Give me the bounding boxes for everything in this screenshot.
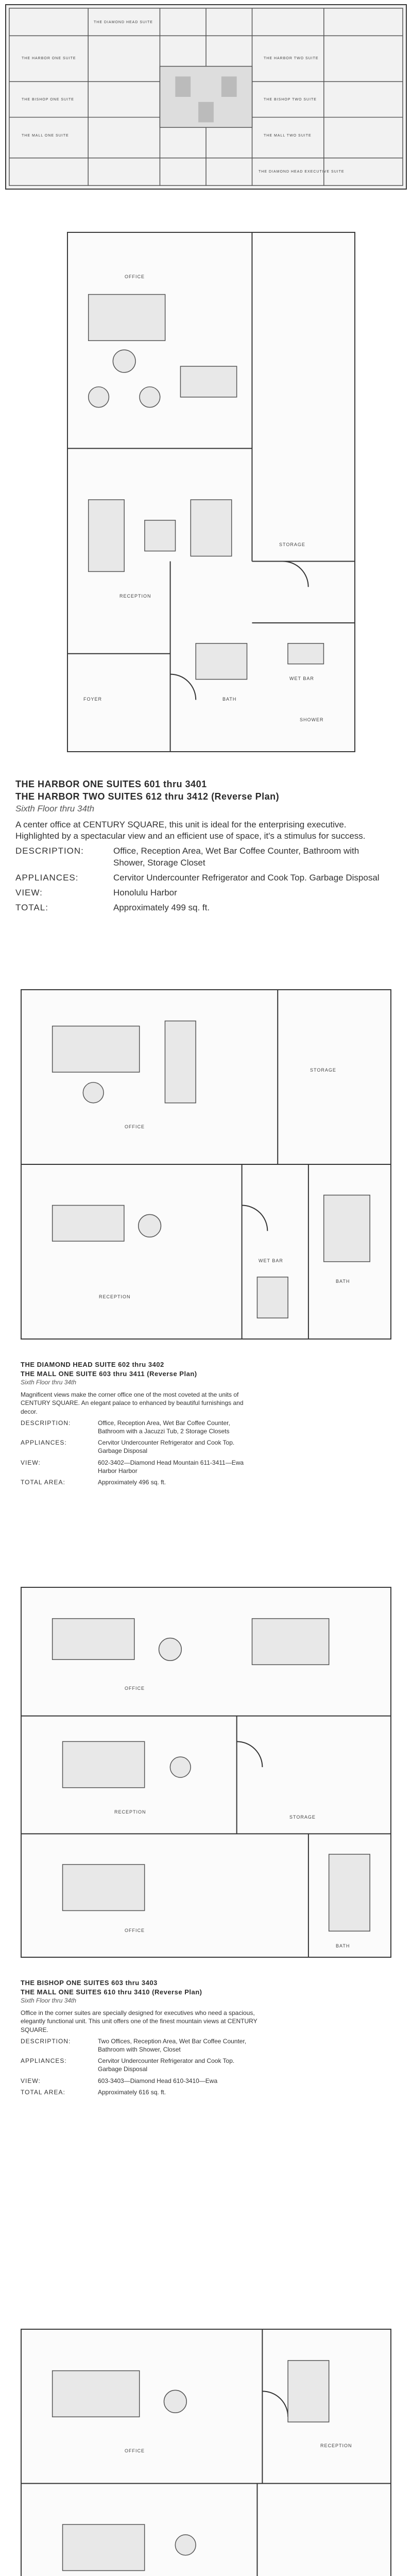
harbor-room-wet-bar: WET BAR [289,676,314,681]
dh-room-wet-bar: WET BAR [259,1258,283,1263]
b2-room-office: OFFICE [125,2448,145,2453]
diamond-head-suite-drawing [22,990,390,1338]
harbor-room-storage: STORAGE [279,542,305,547]
spec-key: DESCRIPTION: [21,2037,71,2045]
dh-room-storage: STORAGE [310,1067,336,1073]
spec-key: TOTAL AREA: [21,1478,65,1486]
suite-title-line: THE HARBOR ONE SUITES 601 thru 3401 [15,779,207,789]
spec-key: APPLIANCES: [15,873,79,883]
spec-value: Approximately 499 sq. ft. [113,903,210,913]
b1-room-reception: RECEPTION [114,1809,146,1815]
overview-label-3: THE BISHOP ONE SUITE [22,98,74,101]
dh-room-office: OFFICE [125,1124,145,1129]
suite-title-line: THE MALL ONE SUITE 603 thru 3411 (Reverse Plan) [21,1369,197,1378]
b1-room-bath: BATH [336,1943,350,1948]
suite-description: Office in the corner suites are specially designed for executives who need a spacious, elegantly functional unit. This unit offers one of the finest mountain views at CENTURY SQUARE. [21,2009,258,2033]
overview-label-1: THE HARBOR ONE SUITE [22,57,76,60]
suite-floor: Sixth Floor thru 34th [21,1379,77,1386]
spec-key: DESCRIPTION: [15,846,84,856]
dh-room-reception: RECEPTION [99,1294,131,1299]
spec-value: Cervitor Undercounter Refrigerator and Cook Top. Garbage Disposal [113,873,380,883]
diamond-head-suite-info [21,1360,252,1486]
bishop-one-suite-info [21,1978,258,2096]
spec-value: Cervitor Undercounter Refrigerator and Cook Top. Garbage Disposal [98,2057,235,2073]
b1-room-storage: STORAGE [289,1815,316,1820]
harbor-room-bath: BATH [222,697,237,702]
harbor-suite-plan [67,232,355,752]
suite-title-line: THE HARBOR TWO SUITES 612 thru 3412 (Reverse Plan) [15,791,280,802]
harbor-suite-drawing [68,233,354,751]
spec-key: APPLIANCES: [21,1439,67,1447]
floor-overview-plan [5,4,407,190]
bishop-one-suite-drawing [22,1588,390,1957]
overview-label-6: THE MALL TWO SUITE [264,134,312,138]
b2-room-reception: RECEPTION [320,2443,352,2448]
spec-key: VIEW: [15,888,43,898]
harbor-room-foyer: FOYER [83,697,102,702]
overview-label-5: THE MALL ONE SUITE [22,134,69,138]
spec-value: Approximately 496 sq. ft. [98,1478,166,1486]
b1-room-office: OFFICE [125,1686,145,1691]
spec-key: TOTAL: [15,903,48,913]
bishop-one-suite-plan [21,1587,391,1958]
suite-title-line: THE MALL ONE SUITES 610 thru 3410 (Reverse Plan) [21,1988,202,1996]
overview-label-8: THE DIAMOND HEAD EXECUTIVE SUITE [259,170,345,174]
spec-value: Office, Reception Area, Wet Bar Coffee Counter, Bathroom with a Jacuzzi Tub, 2 Storage Closets [98,1419,230,1435]
diamond-head-suite-plan [21,989,391,1340]
spec-value: Cervitor Undercounter Refrigerator and Cook Top. Garbage Disposal [98,1439,235,1455]
overview-label-7: THE DIAMOND HEAD SUITE [94,21,153,24]
suite-floor: Sixth Floor thru 34th [21,1997,77,2005]
suite-description: A center office at CENTURY SQUARE, this unit is ideal for the enterprising executive. Highlighted by a spectacular view and an efficient use of space, it's a stimulus for success. [15,819,366,841]
suite-floor: Sixth Floor thru 34th [15,803,95,814]
spec-key: DESCRIPTION: [21,1419,71,1427]
b1-room-office-2: OFFICE [125,1928,145,1933]
bishop-two-suite-drawing [22,2330,390,2576]
harbor-room-reception: RECEPTION [119,594,151,599]
spec-value: Office, Reception Area, Wet Bar Coffee Counter, Bathroom with Shower, Storage Closet [113,846,359,868]
dh-room-bath: BATH [336,1279,350,1284]
overview-label-2: THE HARBOR TWO SUITE [264,57,319,60]
spec-value: Honolulu Harbor [113,888,177,898]
overview-label-4: THE BISHOP TWO SUITE [264,98,317,101]
harbor-room-office: OFFICE [125,274,145,279]
suite-description: Magnificent views make the corner office one of the most coveted at the units of CENTURY SQUARE. An elegant palace to enhanced by beautiful furnishings and decor. [21,1391,244,1415]
suite-title-line: THE BISHOP ONE SUITES 603 thru 3403 [21,1979,158,1987]
spec-key: APPLIANCES: [21,2057,67,2065]
bishop-two-suite-plan [21,2329,391,2576]
floor-overview-drawing [6,5,406,189]
spec-value: Approximately 616 sq. ft. [98,2088,166,2096]
harbor-suite-info [15,778,386,914]
suite-title-line: THE DIAMOND HEAD SUITE 602 thru 3402 [21,1361,164,1368]
harbor-room-shower: SHOWER [300,717,324,722]
spec-key: VIEW: [21,2077,41,2084]
spec-value: 603-3403—Diamond Head 610-3410—Ewa [98,2077,218,2084]
spec-key: VIEW: [21,1459,41,1466]
spec-key: TOTAL AREA: [21,2088,65,2096]
spec-value: Two Offices, Reception Area, Wet Bar Coffee Counter, Bathroom with Shower, Closet [98,2037,247,2054]
spec-value: 602-3402—Diamond Head Mountain 611-3411—Ewa Harbor Harbor [98,1459,244,1475]
